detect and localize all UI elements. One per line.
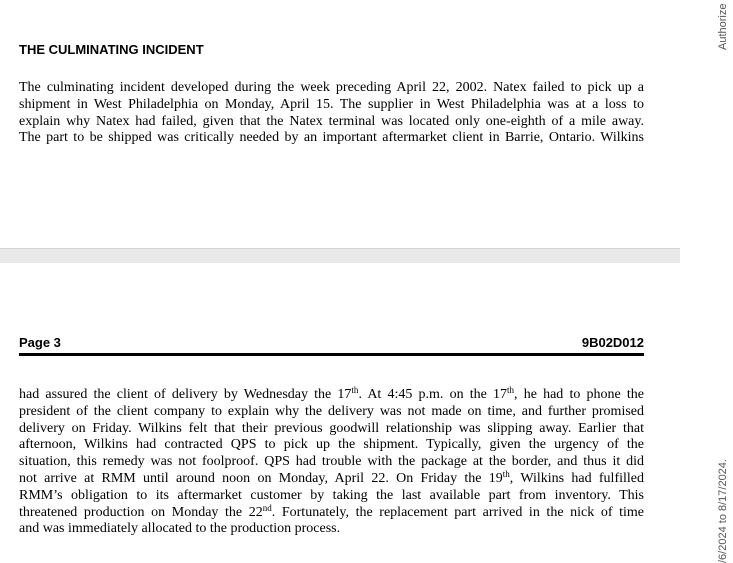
body-paragraph [19,387,644,538]
page-number: Page 3 [19,335,61,350]
paragraph-line: RMM’s obligation to its aftermarket customer by taking the last available part from inventory. This [19,487,644,503]
section-heading: THE CULMINATING INCIDENT [19,42,204,57]
paragraph-line: and was immediately allocated to the production process. [19,521,341,537]
paragraph-line: delivery on Friday. Wilkins felt that their previous goodwill relationship was slipping away. Earlier that [19,420,644,436]
paragraph-line: shipment in West Philadelphia on Monday, April 15. The supplier in West Philadelphia was at a loss to [19,96,644,112]
page-header [19,335,644,356]
document-page-bottom [0,263,680,563]
paragraph-line: The part to be shipped was critically needed by an important aftermarket client in Barrie, Ontario. Wilkins [19,130,644,146]
paragraph-line: explain why Natex had failed, given that the Natex terminal was located only one-eighth of a mile away. [19,113,644,129]
paragraph-line: threatened production on Monday the 22nd. Fortunately, the replacement part arrived in the nick of time [19,502,644,520]
paragraph-line: situation, this remedy was not foolproof. QPS had trouble with the package at the border, and thus it did [19,454,644,470]
paragraph-line: The culminating incident developed during the week preceding April 22, 2002. Natex failed to pick up a [19,80,644,95]
clipped-text-line [19,0,644,1]
paragraph-line: afternoon, Wilkins had contracted QPS to pick up the shipment. Typically, given the urgency of the [19,437,644,453]
body-paragraph [19,80,644,147]
authorization-side-text: Authorize [717,3,729,50]
paragraph-line: had assured the client of delivery by Wednesday the 17th. At 4:45 p.m. on the 17th, he had to phone the [19,385,644,402]
case-number: 9B02D012 [581,335,644,350]
paragraph-line: president of the client company to explain why the delivery was not made on time, and further promised [19,403,644,419]
paragraph-line: not arrive at RMM until around noon on Monday, April 22. On Friday the 19th, Wilkins had fulfilled [19,468,644,486]
page-separator [0,248,680,264]
document-page-top [0,0,680,248]
authorization-date-side-text: /6/2024 to 8/17/2024. [717,459,729,563]
